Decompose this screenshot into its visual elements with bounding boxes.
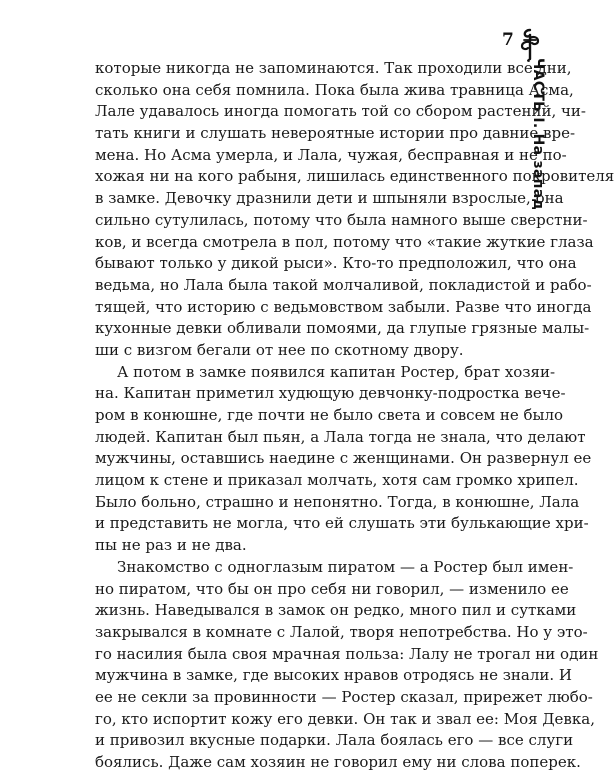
text-line: го насилия была своя мрачная польза: Лалу не трогал ни один bbox=[95, 644, 599, 663]
text-line: сколько она себя помнила. Пока была жива травница Асма, bbox=[95, 80, 574, 99]
text-line: Знакомство с одноглазым пиратом — а Ростер был имен- bbox=[117, 557, 574, 576]
text-line: ши с визгом бегали от нее по скотному двору. bbox=[95, 340, 464, 359]
text-line: А потом в замке появился капитан Ростер, брат хозяи- bbox=[117, 362, 556, 381]
text-line: и привозил вкусные подарки. Лала боялась его — все слуги bbox=[95, 731, 574, 750]
text-line: хожая ни на кого рабыня, лишилась единственного покровителя bbox=[95, 167, 614, 186]
text-line: кухонные девки обливали помоями, да глупые грязные малы- bbox=[95, 319, 590, 338]
text-line: лицом к стене и приказал молчать, хотя сам громко хрипел. bbox=[95, 471, 579, 490]
text-line: ведьма, но Лала была такой молчаливой, покладистой и рабо- bbox=[95, 275, 592, 294]
paragraph-2 bbox=[95, 362, 592, 557]
text-line: на. Капитан приметил худющую девчонку-подростка вече- bbox=[95, 384, 566, 403]
text-line: Лале удавалось иногда помогать той со сбором растений, чи- bbox=[95, 102, 586, 121]
text-line: го, кто испортит кожу его девки. Он так и звал ее: Моя Девка, bbox=[95, 709, 595, 728]
text-line: людей. Капитан был пьян, а Лала тогда не знала, что делают bbox=[95, 427, 586, 446]
ornate-fleuron-icon bbox=[519, 28, 541, 62]
text-line: сильно сутулилась, потому что была намного выше сверстни- bbox=[95, 210, 588, 229]
text-line: закрывался в комнате с Лалой, творя непотребства. Но у это- bbox=[95, 622, 588, 641]
text-line: тящей, что историю с ведьмовством забыли. Разве что иногда bbox=[95, 297, 592, 316]
text-line: которые никогда не запоминаются. Так проходили все дни, bbox=[95, 59, 572, 77]
text-line: тать книги и слушать невероятные истории про давние вре- bbox=[95, 124, 576, 143]
text-line: бывают только у дикой рыси». Кто-то предположил, что она bbox=[95, 254, 577, 273]
text-line: мена. Но Асма умерла, и Лала, чужая, бесправная и не по- bbox=[95, 145, 567, 164]
page-number: 7 bbox=[502, 30, 514, 50]
text-line: и представить не могла, что ей слушать эти булькающие хри- bbox=[95, 514, 589, 533]
running-title: ЧАСТЬ I. На запад bbox=[530, 58, 546, 211]
text-line: ром в конюшне, где почти не было света и совсем не было bbox=[95, 406, 564, 424]
text-line: но пиратом, что бы он про себя ни говорил, — изменило ее bbox=[95, 579, 569, 598]
text-line: в замке. Девочку дразнили дети и шпыняли взрослые, она bbox=[95, 189, 564, 208]
text-line: жизнь. Наведывался в замок он редко, много пил и сутками bbox=[95, 601, 577, 620]
paragraph-3 bbox=[95, 557, 599, 774]
text-line: боялись. Даже сам хозяин не говорил ему ни слова поперек. bbox=[95, 753, 581, 771]
text-line: пы не раз и не два. bbox=[95, 536, 247, 555]
text-line: мужчины, оставшись наедине с женщинами. Он развернул ее bbox=[95, 449, 592, 468]
text-line: ее не секли за провинности — Ростер сказал, прирежет любо- bbox=[95, 687, 593, 706]
text-line: мужчина в замке, где высоких нравов отродясь не знали. И bbox=[95, 666, 572, 685]
text-line: ков, и всегда смотрела в пол, потому что «такие жуткие глаза bbox=[95, 232, 594, 251]
text-line: Было больно, страшно и непонятно. Тогда, в конюшне, Лала bbox=[95, 492, 580, 511]
